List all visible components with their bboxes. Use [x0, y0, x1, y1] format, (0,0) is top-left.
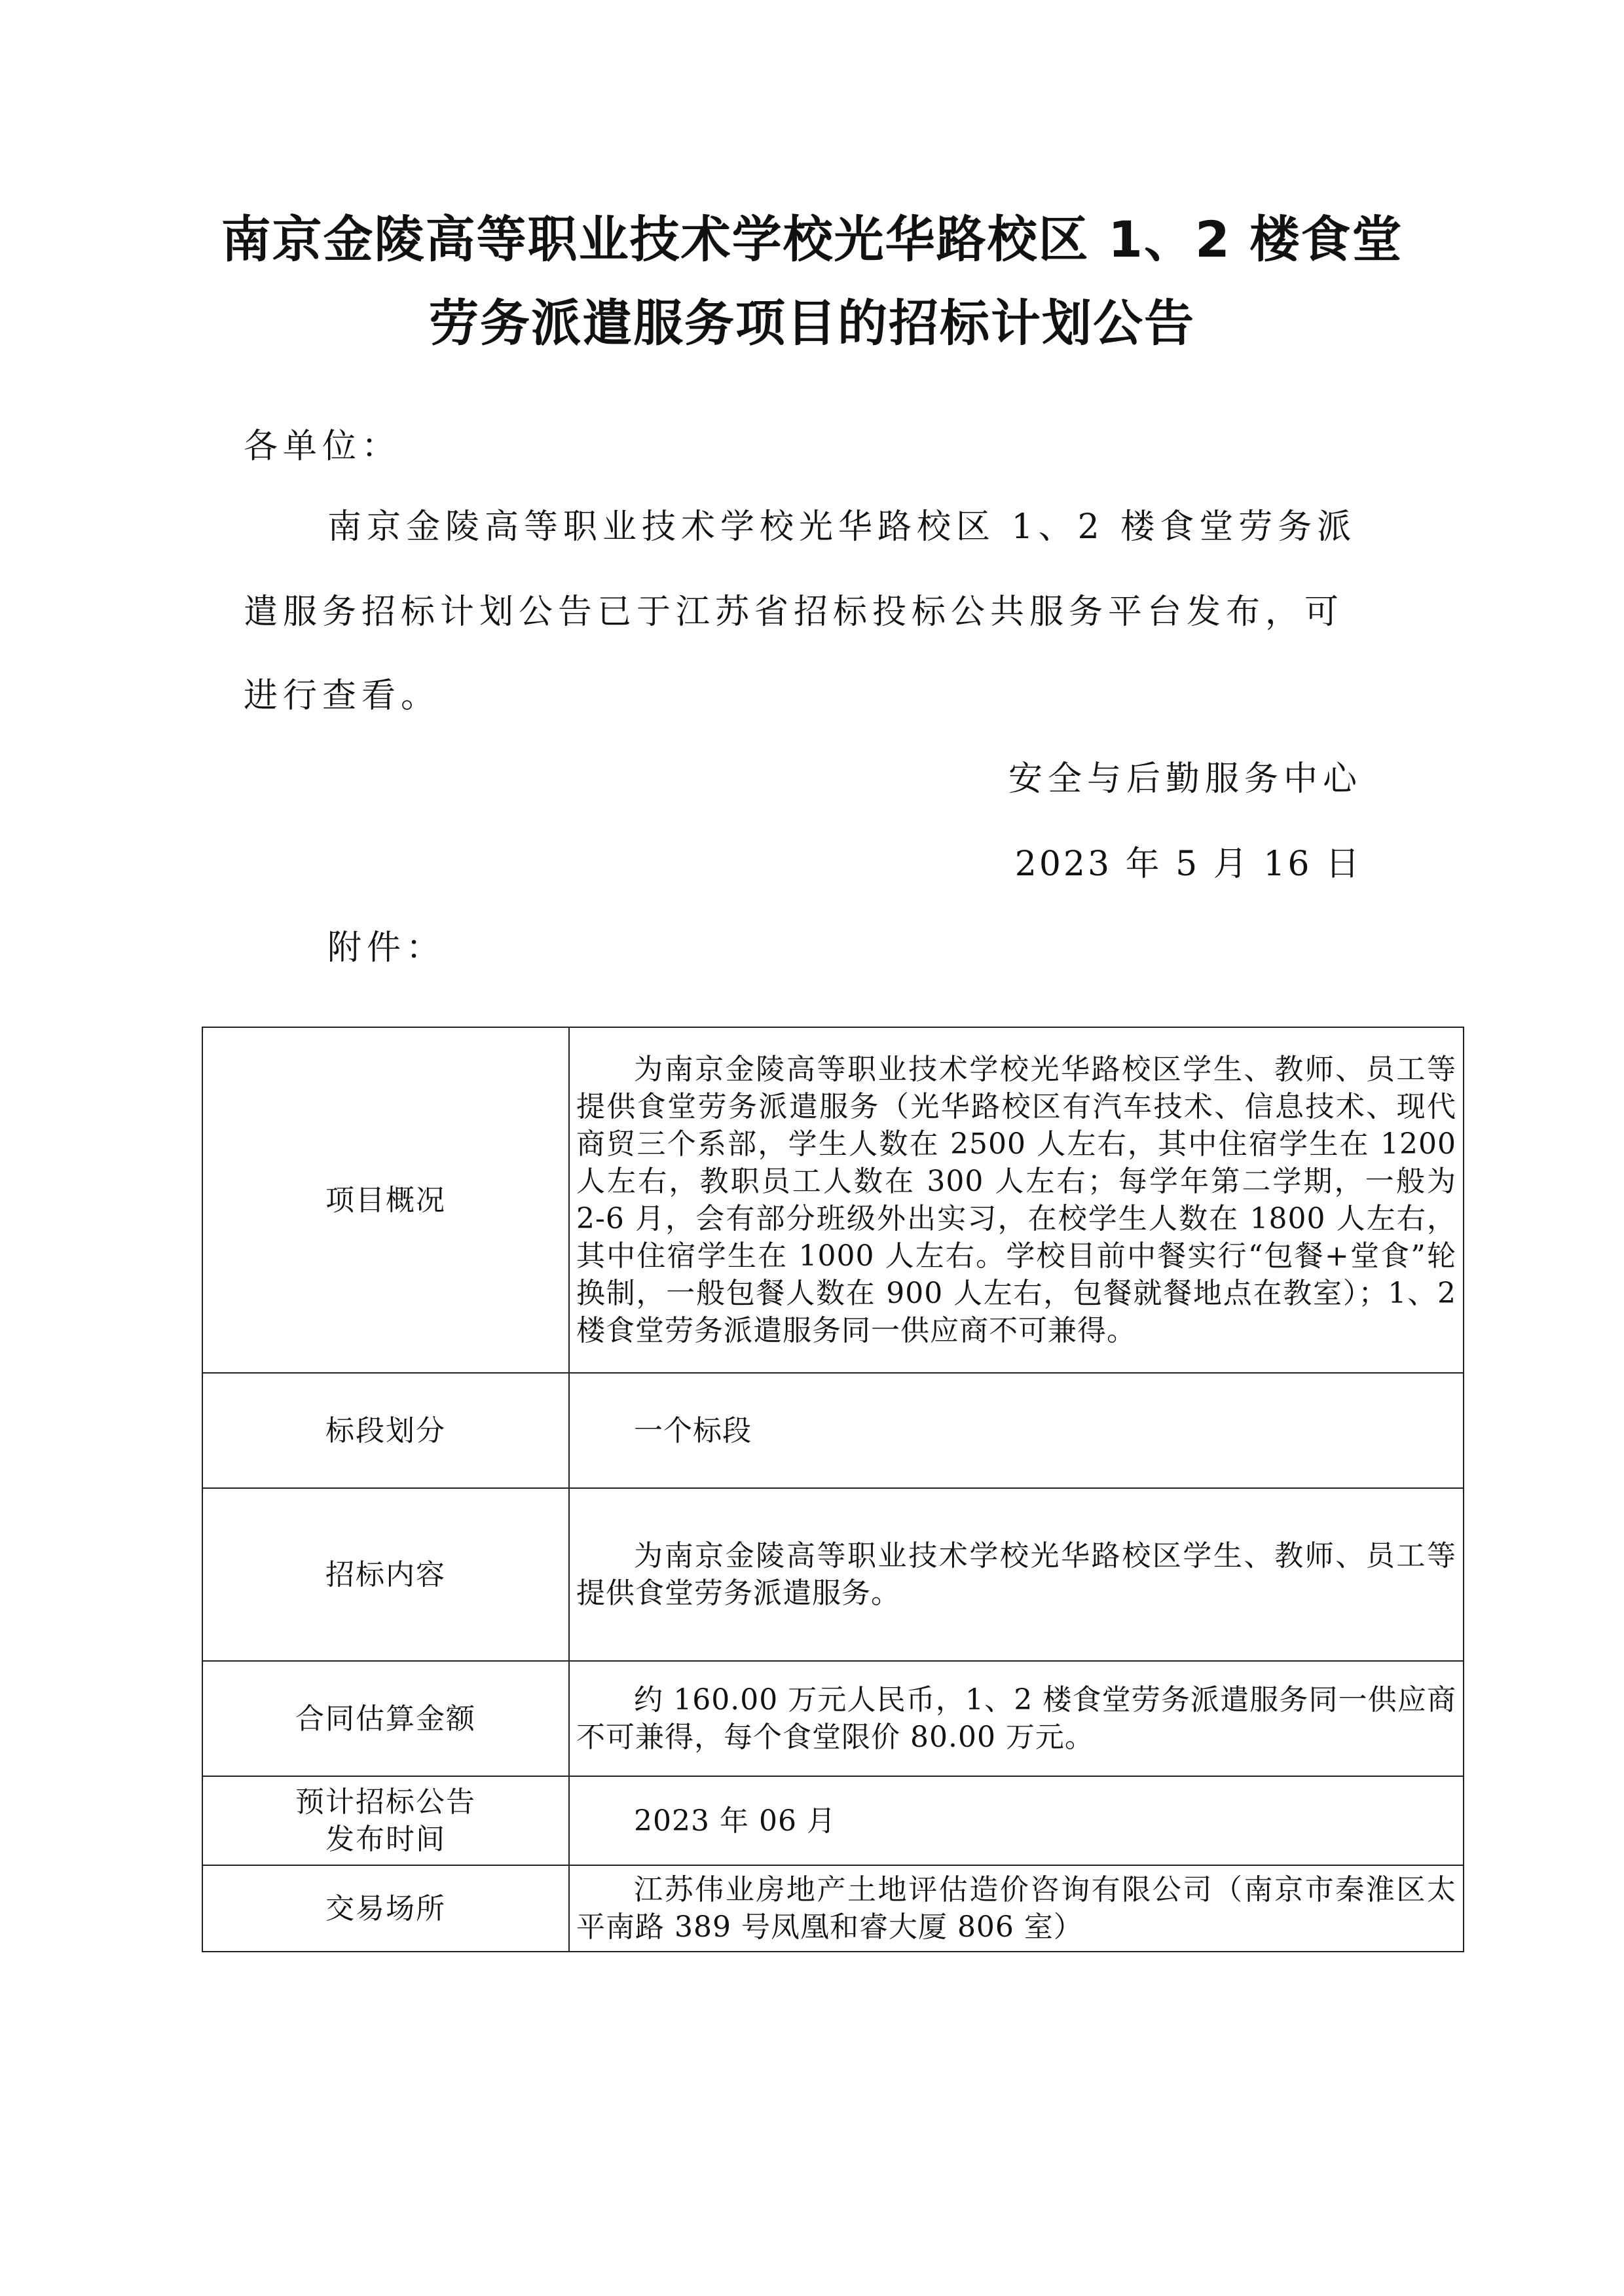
project-info-table [202, 1027, 1464, 1952]
row-value-lot-division: 一个标段 [569, 1373, 1464, 1488]
row-value-project-overview: 为南京金陵高等职业技术学校光华路校区学生、教师、员工等提供食堂劳务派遣服务（光华路校区有汽车技术、信息技术、现代商贸三个系部，学生人数在 2500 人左右，其中住宿学生在 1200 人左右，教职员工人数在 300 人左右；每学年第二学期，一般为 2-6 月，会有部分班级外出实习，在校学生人数在 1800 人左右，其中住宿学生在 1000 人左右。学校目前中餐实行“包餐+堂食”轮换制，一般包餐人数在 900 人左右，包餐就餐地点在教室）；1、2 楼食堂劳务派遣服务同一供应商不可兼得。 [569, 1027, 1464, 1373]
row-label-expected-publish-time-line-2: 发布时间 [325, 1823, 446, 1856]
table-row-lot-division [202, 1373, 1464, 1488]
table-row-project-overview [202, 1027, 1464, 1373]
row-value-tender-content: 为南京金陵高等职业技术学校光华路校区学生、教师、员工等提供食堂劳务派遣服务。 [569, 1488, 1464, 1661]
row-value-expected-publish-time: 2023 年 06 月 [569, 1776, 1464, 1865]
row-label-project-overview: 项目概况 [202, 1027, 569, 1373]
notice-paragraph-line-3: 进行查看。 [244, 676, 441, 716]
row-value-trading-venue: 江苏伟业房地产土地评估造价咨询有限公司（南京市秦淮区太平南路 389 号凤凰和睿大厦 806 室） [569, 1865, 1464, 1952]
attachment-label: 附件： [327, 928, 446, 968]
notice-paragraph-line-1: 南京金陵高等职业技术学校光华路校区 1、2 楼食堂劳务派 [327, 507, 1357, 547]
row-label-trading-venue: 交易场所 [202, 1865, 569, 1952]
row-value-contract-estimate: 约 160.00 万元人民币，1、2 楼食堂劳务派遣服务同一供应商不可兼得，每个食堂限价 80.00 万元。 [569, 1661, 1464, 1776]
row-label-tender-content: 招标内容 [202, 1488, 569, 1661]
table-row-expected-publish-time [202, 1776, 1464, 1865]
document-title-line-1: 南京金陵高等职业技术学校光华路校区 1、2 楼食堂 [221, 210, 1403, 268]
document-title-line-2: 劳务派遣服务项目的招标计划公告 [429, 294, 1195, 352]
row-label-expected-publish-time [202, 1776, 569, 1865]
table-row-contract-estimate [202, 1661, 1464, 1776]
row-label-lot-division: 标段划分 [202, 1373, 569, 1488]
notice-paragraph-line-2: 遣服务招标计划公告已于江苏省招标投标公共服务平台发布，可 [244, 592, 1344, 632]
signature-date: 2023 年 5 月 16 日 [1014, 845, 1362, 884]
row-label-expected-publish-time-line-1: 预计招标公告 [295, 1785, 476, 1819]
signature-organization: 安全与后勤服务中心 [1008, 759, 1362, 799]
table-row-tender-content [202, 1488, 1464, 1661]
row-label-contract-estimate: 合同估算金额 [202, 1661, 569, 1776]
table-row-trading-venue [202, 1865, 1464, 1952]
salutation: 各单位： [244, 427, 401, 466]
